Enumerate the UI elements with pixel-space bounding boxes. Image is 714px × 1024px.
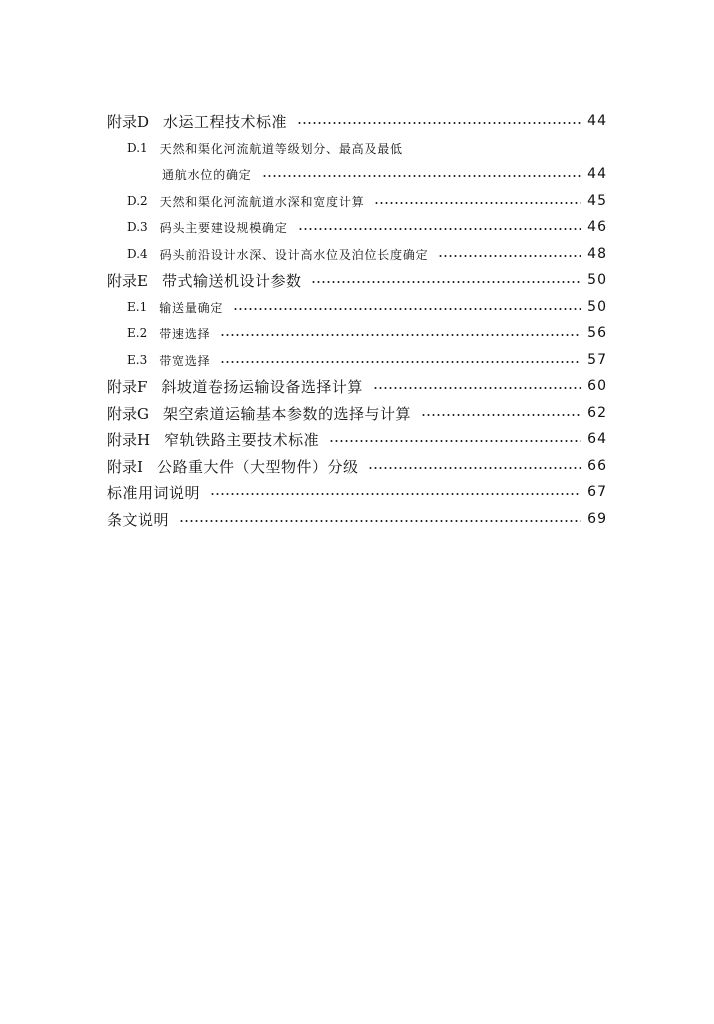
toc-entry-page: 56	[587, 325, 607, 341]
toc-entry-appendix-f	[107, 375, 607, 397]
toc-entry-number: 附录I	[107, 457, 143, 476]
toc-entry-title: 架空索道运输基本参数的选择与计算	[162, 404, 411, 423]
toc-entry-page: 57	[587, 352, 607, 368]
toc-entry-commentary	[107, 508, 607, 530]
dot-leader	[374, 202, 581, 204]
dot-leader	[368, 467, 581, 469]
toc-entry-page: 48	[587, 246, 607, 262]
toc-entry-d4	[127, 243, 607, 265]
toc-entry-number: D.3	[127, 220, 148, 234]
toc-entry-e3	[127, 349, 607, 371]
toc-entry-title: 天然和渠化河流航道等级划分、最高及最低	[159, 141, 403, 156]
toc-entry-page: 50	[587, 272, 607, 288]
toc-entry-appendix-e	[107, 269, 607, 291]
toc-entry-title: 码头主要建设规模确定	[159, 220, 288, 235]
toc-entry-title: 通航水位的确定	[162, 167, 252, 182]
dot-leader	[298, 228, 582, 230]
dot-leader	[210, 493, 581, 495]
toc-entry-page: 67	[587, 484, 607, 500]
toc-entry-number: D.1	[127, 141, 148, 155]
toc-entry-title: 公路重大件（大型物件）分级	[156, 457, 359, 476]
toc-entry-title: 带速选择	[159, 326, 211, 341]
toc-entry-appendix-d	[107, 110, 607, 132]
toc-entry-number: 附录H	[107, 430, 151, 449]
dot-leader	[421, 414, 581, 416]
toc-entry-number: 附录F	[107, 377, 148, 396]
toc-entry-title: 输送量确定	[159, 300, 224, 315]
toc-entry-page: 46	[587, 219, 607, 235]
dot-leader	[179, 520, 581, 522]
toc-entry-e1	[127, 296, 607, 318]
toc-entry-title: 条文说明	[107, 510, 170, 529]
toc-entry-number: D.4	[127, 247, 148, 261]
dot-leader	[438, 255, 581, 257]
toc-entry-title: 标准用词说明	[107, 483, 201, 502]
toc-entry-d2	[127, 190, 607, 212]
toc-entry-title: 天然和渠化河流航道水深和宽度计算	[159, 194, 365, 209]
toc-entry-title: 斜坡道卷扬运输设备选择计算	[161, 377, 363, 396]
toc-entry-page: 44	[587, 113, 607, 129]
toc-entry-terminology	[107, 481, 607, 503]
dot-leader	[262, 175, 582, 177]
dot-leader	[297, 122, 581, 124]
toc-entry-number: E.3	[127, 353, 148, 367]
toc-entry-page: 64	[587, 431, 607, 447]
toc-entry-appendix-g	[107, 402, 607, 424]
toc-entry-appendix-h	[107, 428, 607, 450]
toc-entry-e2	[127, 322, 607, 344]
toc-entry-page: 44	[587, 166, 607, 182]
dot-leader	[311, 281, 581, 283]
toc-entry-title: 带宽选择	[159, 353, 211, 368]
toc-entry-page: 69	[587, 511, 607, 527]
toc-entry-title: 水运工程技术标准	[163, 112, 288, 131]
toc-entry-title: 带式输送机设计参数	[161, 271, 302, 290]
toc-entry-number: 附录D	[107, 112, 150, 131]
toc-entry-number: E.2	[127, 326, 148, 340]
toc-entry-page: 62	[587, 405, 607, 421]
toc-entry-page: 45	[587, 193, 607, 209]
toc-entry-title: 码头前沿设计水深、设计高水位及泊位长度确定	[159, 247, 429, 262]
toc-entry-number: D.2	[127, 194, 148, 208]
toc-entry-title: 窄轨铁路主要技术标准	[164, 430, 320, 449]
dot-leader	[329, 440, 581, 442]
toc-entry-d1-continued	[162, 163, 607, 185]
toc-entry-d1	[127, 137, 607, 159]
toc-entry-page: 50	[587, 299, 607, 315]
toc-entry-number: 附录G	[107, 404, 149, 423]
dot-leader	[220, 334, 581, 336]
dot-leader	[373, 387, 581, 389]
dot-leader	[233, 308, 581, 310]
toc-entry-page: 66	[587, 458, 607, 474]
toc-entry-page: 60	[587, 378, 607, 394]
toc-entry-number: 附录E	[107, 271, 148, 290]
toc-entry-appendix-i	[107, 455, 607, 477]
dot-leader	[220, 361, 581, 363]
toc-entry-number: E.1	[127, 300, 148, 314]
toc-entry-d3	[127, 216, 607, 238]
